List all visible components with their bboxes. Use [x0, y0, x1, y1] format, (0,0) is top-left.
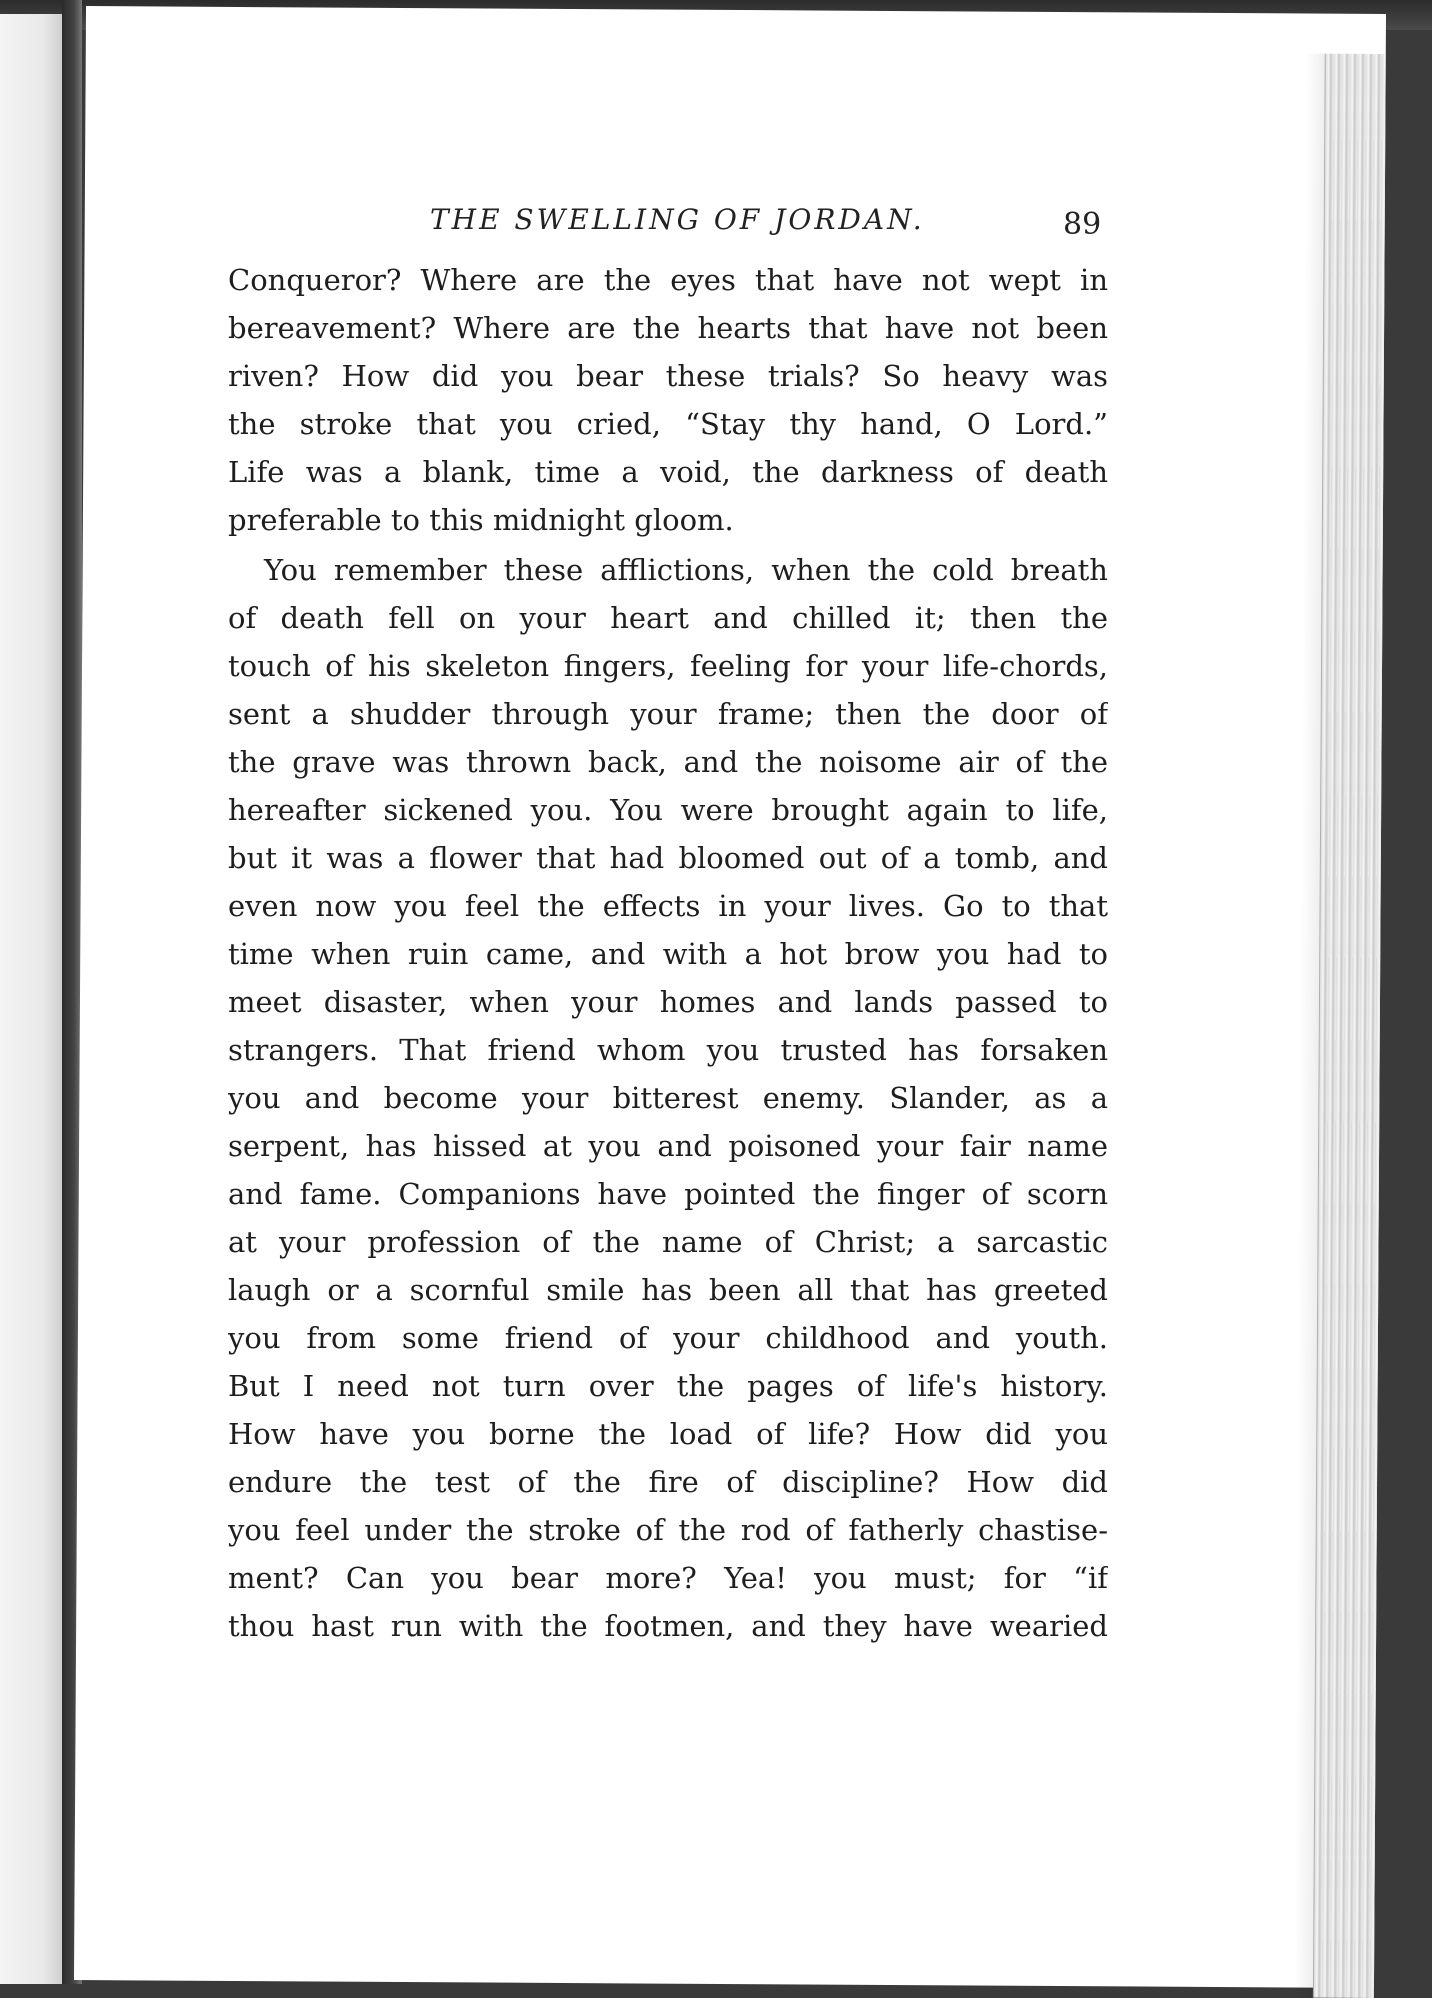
text-line: you feel under the stroke of the rod of fatherly chastise- — [228, 1513, 1108, 1547]
text-line: How have you borne the load of life? How did you — [228, 1417, 1108, 1451]
text-line: hereafter sickened you. You were brought again to life, — [228, 793, 1108, 827]
text-line: at your profession of the name of Christ; a sarcastic — [228, 1225, 1108, 1259]
text-line: serpent, has hissed at you and poisoned your fair name — [228, 1129, 1108, 1163]
text-line: time when ruin came, and with a hot brow you had to — [228, 937, 1108, 971]
text-line: even now you feel the effects in your lives. Go to that — [228, 889, 1108, 923]
text-line: thou hast run with the footmen, and they have wearied — [228, 1609, 1108, 1643]
text-line: ment? Can you bear more? Yea! you must; for “if — [228, 1561, 1108, 1595]
page-header — [358, 203, 1118, 253]
text-line: Conqueror? Where are the eyes that have not wept in — [228, 263, 1108, 297]
text-line: and fame. Companions have pointed the finger of scorn — [228, 1177, 1108, 1211]
text-line: the stroke that you cried, “Stay thy hand, O Lord.” — [228, 407, 1108, 441]
text-line: but it was a flower that had bloomed out of a tomb, and — [228, 841, 1108, 875]
running-head: THE SWELLING OF JORDAN. — [430, 203, 925, 236]
text-line: meet disaster, when your homes and lands passed to — [228, 985, 1108, 1019]
text-line: you and become your bitterest enemy. Slander, as a — [228, 1081, 1108, 1115]
facing-page-edge — [0, 14, 62, 1984]
text-line: But I need not turn over the pages of life's history. — [228, 1369, 1108, 1403]
page-number: 89 — [1063, 207, 1102, 242]
text-line: riven? How did you bear these trials? So heavy was — [228, 359, 1108, 393]
text-line: endure the test of the fire of discipline? How did — [228, 1465, 1108, 1499]
text-line: the grave was thrown back, and the noisome air of the — [228, 745, 1108, 779]
text-line: Life was a blank, time a void, the darkness of death — [228, 455, 1108, 489]
paragraph-first-line: You remember these afflictions, when the cold breath — [264, 553, 1108, 587]
text-line: of death fell on your heart and chilled it; then the — [228, 601, 1108, 635]
text-line: touch of his skeleton fingers, feeling for your life-chords, — [228, 649, 1108, 683]
text-line: sent a shudder through your frame; then the door of — [228, 697, 1108, 731]
text-line: laugh or a scornful smile has been all that has greeted — [228, 1273, 1108, 1307]
body-text — [228, 256, 1108, 1650]
text-line: preferable to this midnight gloom. — [228, 503, 734, 537]
text-line: bereavement? Where are the hearts that have not been — [228, 311, 1108, 345]
text-line: strangers. That friend whom you trusted has forsaken — [228, 1033, 1108, 1067]
text-line: you from some friend of your childhood and youth. — [228, 1321, 1108, 1355]
